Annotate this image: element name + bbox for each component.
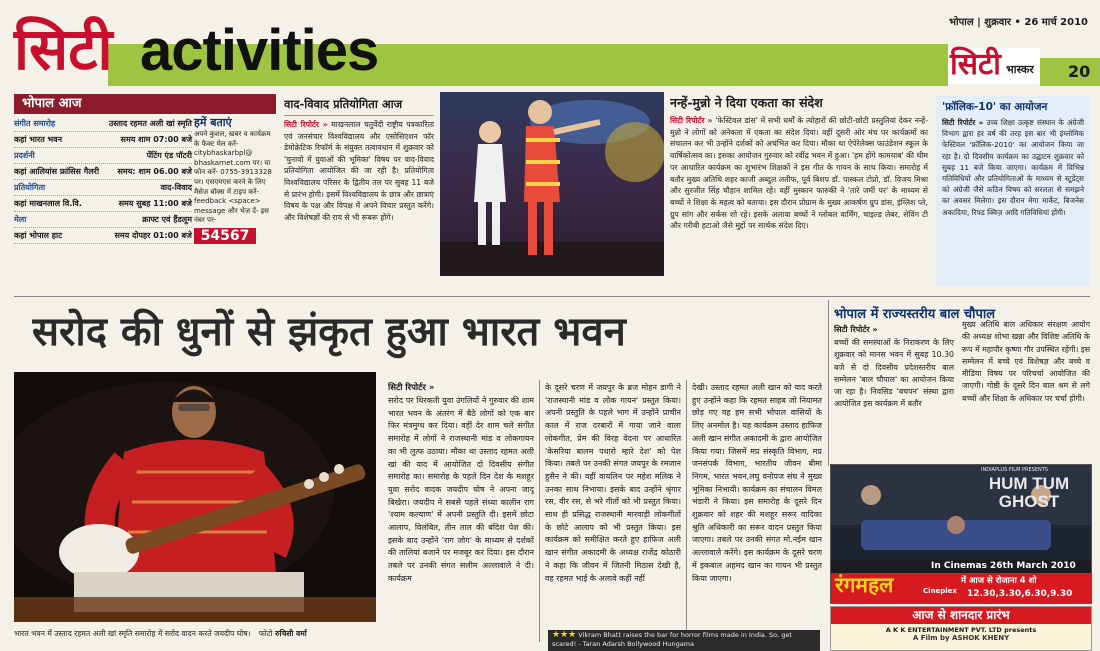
bal-chaupal-col-2: मुख्य अतिथि बाल अधिकार संरक्षण आयोग की अध्यक्ष शोभा खन्ना और विशिष्ट अतिथि के रूप में महापौर कृष्णा गौर उपस्थित रहेंगी। इस सम्मेलन में बच्चे एवं विशेषज्ञ और बच्चे व मीडिया विषय पर परिचर्चा आयोजित की जाएगी। गोष्ठी के दूसरे दिन बाल श्रम से लगे बच्चों और शिक्षा के अधिकार पर चर्चा होगी।	[962, 320, 1090, 403]
agenda-row	[14, 132, 192, 148]
movie-small: INDIAPLUS FILM PRESENTS	[981, 467, 1048, 473]
sarod-col-2-text: के दूसरे चरण में जयपुर के ब्रज मोहन डागी ने 'राजस्थानी मांड व लोक गायन' प्रस्तुत किया। अपनी प्रस्तुति के पहले भाग में उन्होंने प्राचीन काल में राज दरबारों में गाया जाने वाला लोकगीत, प्रेम की विरह वेदना पर आधारित 'केसरिया बालम पधारो म्हारे देश' को पेश किया। तबले पर उनकी संगत जयपुर के रमजान हुसैन ने की। वहीं वायलिन पर महेश मलिक ने उनका साथ निभाया। इसके बाद उन्होंने श्रृंगार रस, वीर रस, से भरे गीतों को भी प्रस्तुत किया। साथ ही प्रसिद्ध राजस्थानी मारवाड़ी लोकगीतों के छोटे आलाप को भी प्रस्तुत किया। इस कार्यक्रम को समीक्षित करते हुए हाफिज अली खान संगीत अकादमी के अध्यक्ष राजेंद्र कोठारी ने कहा कि जीवन में जितनी मिठास देखी है, वह रहमत भाई के अलावे कहीं नहीं	[545, 383, 681, 583]
unity-byline: सिटी रिपोर्टर »	[670, 116, 713, 125]
frolic-title: 'फ्रॉलिक-10' का आयोजन	[942, 101, 1048, 113]
cinema-ad	[830, 464, 1092, 604]
debate-article	[284, 96, 434, 286]
sarod-player-photo-art	[14, 372, 376, 622]
sarod-player-photo	[14, 372, 376, 622]
bal-chaupal-col-1: बच्चों की समस्याओं के निराकरण के लिए शुक्रवार को मानस भवन में सुबह 10.30 बजे से दो दिवसीय प्रदेशस्तरीय बाल सम्मेलन 'बाल चौपाल' का आयोजन किया जा रहा है। निवसिड 'बचपन' संस्था द्वारा आयोजित इस कार्यक्रम में बतौर	[834, 338, 954, 409]
bhopal-aaj-title	[14, 94, 276, 114]
agenda-key: कहां भोपाल हाट	[14, 231, 63, 240]
cinema-name-bar	[831, 573, 1092, 604]
cinema-name: रंगमहल	[835, 573, 894, 597]
sarod-col-3	[692, 382, 822, 628]
sarod-headline: सरोद की धुनों से झंकृत हुआ भारत भवन	[32, 308, 626, 355]
unity-title: नन्हें-मुन्नो ने दिया एकता का संदेश	[670, 95, 823, 110]
top-section-rule	[14, 296, 1090, 297]
akk-text: A K K ENTERTAINMENT PVT. LTD presents	[885, 626, 1037, 634]
agenda-value: समय दोपहर 01:00 बजे	[114, 231, 192, 240]
shows-label: में आज से रोजाना 4 शो	[961, 576, 1037, 586]
in-cinemas: In Cinemas 26th March 2010	[931, 561, 1076, 571]
sarod-col-1-text: सरोद पर थिरकती युवा उंगलियों ने गुरुवार की शाम भारत भवन के अंतरंग में बैठे लोगों को एक बार फिर मंत्रमुग्ध कर दिया। वहीं देर शाम चले संगीत समारोह में लोगों ने राजस्थानी मांड व लोकगायन का भी लुत्फ उठाया। मौका था उस्ताद रहमत अली खां की याद में आयोजित दो दिवसीय संगीत समारोह का। समारोह के पहले दिन देश के मशहूर युवा सरोद वादक जयदीप घोष ने अपना जादू बिखेरा। जयदीप ने सबसे पहले संध्या कालीन राग 'श्याम कल्याण' में अपनी प्रस्तुति दी। इसमें छोटा आलाप, विलंबित, तीन ताल की बंदिश पेश की। इसके बाद उन्होंने 'राग जोग' के माध्यम से दर्शकों की तालियां बजाने पर मजबूर कर दिया। इस दौरान तबले पर उनकी संगत सलीम अल्लावाले ने दी। कार्यक्रम	[388, 396, 534, 583]
bal-chaupal-rule	[828, 300, 829, 466]
logo-english: activities	[140, 18, 379, 83]
review-strip	[548, 630, 820, 651]
agenda-key: कहां आलियांस फ्रांसिस गैलरी	[14, 167, 100, 176]
shandar-title	[831, 607, 1091, 624]
review-stars: ★★★	[552, 630, 577, 640]
shandar-text: आज से शानदार प्रारंभ	[912, 608, 1010, 622]
frolic-byline: सिटी रिपोर्टर »	[942, 118, 984, 127]
ashok-text: A Film by ASHOK KHENY	[912, 634, 1010, 642]
debate-body	[284, 119, 434, 223]
debate-text: माखनलाल चतुर्वेदी राष्ट्रीय पत्रकारिता एवं जनसंचार विश्वविद्यालय और एसोसिएशन फॉर डेमोक्रेटिक रिफॉर्म के संयुक्त तत्वावधान में शुक्रवार को 'चुनावों में युवाओं की भूमिका' विषय पर वाद-विवाद प्रतियोगिता आयोजित की जा रही है। प्रतियोगिता विश्वविद्यालय परिसर के द्वितीय तल पर सुबह 11 बजे से प्रारंभ होगी। इसमें विश्वविद्यालय के छात्र और छात्राएं विषय के पक्ष और विपक्ष में अपने विचार प्रस्तुत करेंगे। और विशेषज्ञों की राय से भी रूबरू होंगे।	[284, 120, 434, 222]
brand-box	[948, 48, 1040, 84]
agenda-value: उस्ताद रहमत अली खां स्मृति	[108, 119, 192, 128]
bal-chaupal-title: भोपाल में राज्यस्तरीय बाल चौपाल	[834, 307, 996, 322]
agenda-key: प्रदर्शनी	[14, 151, 35, 160]
kids-dance-photo	[440, 92, 664, 276]
col-rule-1	[539, 380, 540, 642]
agenda-value: क्राफ्ट एवं हैंडलूम	[142, 215, 192, 224]
tell-us-text: अपने कुशल, खबर व कार्यक्रम के फैक्ट मेल करें- citybhaskarbpl@ bhaskarnet.com पर। या फोन करें- 0755-3913328 पर। एसएमएस करने के लिए मैसेज बॉक्स में टाइप करें- feedback <space> message और भेज दें- इस नंबर पर-	[194, 130, 272, 225]
frolic-body	[942, 117, 1084, 218]
brand-hindi: सिटी	[950, 47, 1001, 82]
sarod-col-1	[388, 382, 534, 644]
unity-text: 'फेस्टिवल डांस' में सभी धर्मों के त्योहारों की छोटी-छोटी प्रस्तुतियां देकर नन्हें-मुन्नो ने लोगों को अनेकता में एकता का संदेश दिया। वहीं दूसरी ओर मंच पर कार्यक्रमों का संचालन कर भी उन्होंने दर्शकों को अचंभित कर दिया। मौका था ऐपेरेलेक्स फाउंडेशन स्कूल के वार्षिकोत्सव का। इसका आयोजन गुरुवार को रवींद्र भवन में हुआ। 'हम होंगे कामयाब' की थीम पर आधारित कार्यक्रम का शुभारंभ शिक्षकों ने इस गीत के गायन के साथ किया। समारोह में बतौर मुख्य अतिथि शहर काजी अब्दुल लतीफ, पूर्व बिशप डॉ. पास्कल टोप्नो, डॉ. विजय मिश्रा और सुरजीत सिंह चौहान शामिल रहे। वहीं मुस्कान फारुकी ने 'तारे जमीं पर' के माध्यम से बच्चों ने शिक्षा के महत्व को बताया। इस दौरान प्रोग्राम के मुख्य आकर्षण ग्रुप डांस, इंग्लिश प्ले, ग्रुप सांग और सर्कस शो रहे। इसके अलावा बच्चों ने ग्लोबल वार्मिंग, चाइल्ड लेबर, सेविंग टी और गरीबी हटाओ जैसे मुद्दों पर सार्थक संदेश दिए।	[670, 116, 928, 231]
agenda-value: पेंटिंग एंड पॉटरी	[146, 151, 192, 160]
agenda-value: समय: शाम 06.00 बजे	[117, 167, 192, 176]
brand-bhaskar: भास्कर	[1006, 63, 1034, 76]
agenda-row	[14, 180, 192, 196]
agenda-list	[14, 116, 192, 244]
agenda-row	[14, 228, 192, 244]
agenda-value: वाद-विवाद	[160, 183, 192, 192]
cinema-cineplex: Cineplex	[923, 587, 957, 595]
agenda-key: संगीत समारोह	[14, 119, 56, 128]
photo-label: फोटो	[258, 629, 273, 638]
col-rule-2	[686, 380, 687, 642]
sms-number: 54567	[194, 228, 256, 244]
review-text: Vikram Bhatt raises the bar for horror films made in India. So, get scared! - Taran Adarsh Bollywood Hungama	[552, 631, 792, 648]
photographer-name: रुचिसी वर्मा	[274, 629, 307, 638]
frolic-text: उच्च शिक्षा उत्कृष्ट संस्थान के अंग्रेजी विभाग द्वारा हर वर्ष की तरह इस बार भी इंग्लोमिक फेस्टिवल 'फ्रॉलिक-2010' का आयोजन किया जा रहा है। दो दिवसीय कार्यक्रम का उद्घाटन शुक्रवार को सुबह 11 बजे किया जाएगा। कार्यक्रम में विभिन्न गतिविधियों और प्रतियोगिताओं के माध्यम से स्टूडेंट्स को अंग्रेजी जैसे कठिन विषय को सरलता से समझने का अवसर मिलेगा। इस दौरान मेगा मार्केट, बिजनेस अकादिया, रिफ्ड क्विज़ आदि गतिविधियां होंगी।	[942, 118, 1084, 217]
agenda-value: समय सुबह 11:00 बजे	[118, 199, 192, 208]
bal-chaupal-article	[834, 306, 1092, 468]
agenda-key: प्रतियोगिता	[14, 183, 46, 192]
bhopal-aaj-box	[14, 94, 276, 284]
agenda-key: कहां भारत भवन	[14, 135, 63, 144]
date-line: भोपाल | शुक्रवार • 26 मार्च 2010	[949, 17, 1088, 28]
sarod-byline: सिटी रिपोर्टर »	[388, 383, 435, 393]
agenda-key: मेला	[14, 215, 27, 224]
shandar-ad	[830, 606, 1092, 651]
movie-title: HUM TUM GHOST	[988, 474, 1070, 511]
agenda-row	[14, 212, 192, 228]
kids-dance-photo-art	[440, 92, 664, 276]
sarod-col-2	[545, 382, 681, 644]
agenda-row	[14, 148, 192, 164]
tell-us-box	[194, 116, 276, 244]
tell-us-title: हमें बताएं	[194, 116, 232, 129]
bal-chaupal-byline: सिटी रिपोर्टर »	[834, 325, 878, 334]
unity-article	[670, 94, 928, 284]
agenda-key: कहां माखनलाल वि.वि.	[14, 199, 82, 208]
page-number: 20	[1068, 62, 1091, 81]
frolic-article	[936, 96, 1090, 286]
unity-body	[670, 115, 928, 232]
agenda-row	[14, 164, 192, 180]
masthead	[0, 0, 1100, 88]
sarod-caption-text: भारत भवन में उस्ताद रहमत अली खां स्मृति समारोह में सरोद वादन करते जयदीप घोष।	[14, 629, 251, 638]
agenda-row	[14, 116, 192, 132]
debate-byline: सिटी रिपोर्टर »	[284, 120, 328, 129]
agenda-value: समय शाम 07:00 बजे	[120, 135, 192, 144]
agenda-row	[14, 196, 192, 212]
debate-title: वाद-विवाद प्रतियोगिता आज	[284, 96, 434, 116]
sarod-caption	[14, 628, 378, 644]
show-times: 12.30,3.30,6.30,9.30	[967, 589, 1073, 599]
sarod-col-3-text: देखी। उस्ताद रहमत अली खान को याद करते हुए उन्होंने कहा कि रहमत साहब जो नियामत छोड़ गए वह हम सभी भोपाल वासियों के लिए अनमोल है। यह कार्यक्रम उस्ताद हाफिज अली खान संगीत अकादमी के द्वारा आयोजित किया गया। जिसमें मप्र संस्कृति विभाग, मप्र जनसंपर्क विभाग, भारतीय जीवन बीमा निगम, भारत भवन,लघु वनोपज संघ ने मुख्य भूमिका निभायी। कार्यक्रम का संचालन विमल भंडारी ने किया। इस समारोह के दूसरे दिन शुक्रवार को शहर की मशहूर सरूर वादिका श्रुति अधिकारी का सरूर वादन प्रस्तुत किया जाएगा। तबले पर उनकी संगत मो.नईम खान अल्लावाले करेंगे। इस कार्यक्रम के दूसरे चरण में इकबाल अहमद खान का गायन भी प्रस्तुत किया जाएगा।	[692, 383, 822, 583]
bhopal-aaj-title-text: भोपाल आज	[22, 96, 82, 111]
logo-hindi: सिटी	[14, 15, 113, 83]
